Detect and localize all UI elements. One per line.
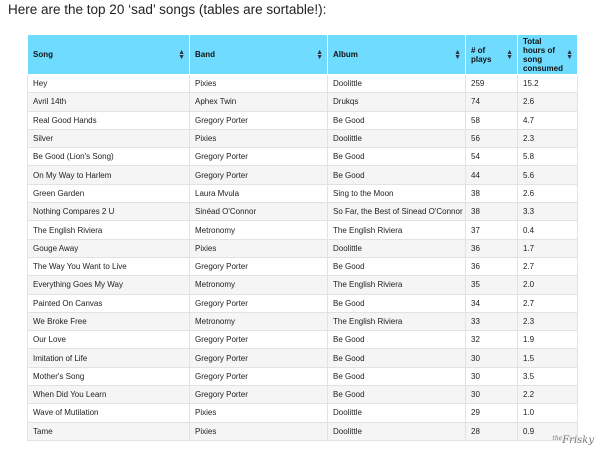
plays-cell: 44: [466, 166, 518, 184]
hours-cell: 2.3: [518, 129, 578, 147]
song-cell: Hey: [28, 75, 190, 93]
song-cell: Tame: [28, 422, 190, 440]
album-cell: Be Good: [328, 331, 466, 349]
column-header-label: Album: [333, 50, 358, 59]
column-header-label: # of plays: [471, 45, 492, 64]
song-cell: The English Riviera: [28, 221, 190, 239]
sort-arrows-icon[interactable]: ▲ ▼: [178, 48, 185, 61]
column-header-album[interactable]: [328, 35, 466, 75]
column-header-label: Total hours of song consumed: [523, 36, 564, 73]
hours-cell: 2.0: [518, 276, 578, 294]
table-row: [28, 111, 578, 129]
plays-cell: 36: [466, 257, 518, 275]
hours-cell: 2.2: [518, 386, 578, 404]
album-cell: Be Good: [328, 148, 466, 166]
album-cell: So Far, the Best of Sinead O'Connor: [328, 203, 466, 221]
sort-arrows-icon[interactable]: ▲ ▼: [454, 48, 461, 61]
table-row: [28, 93, 578, 111]
band-cell: Metronomy: [190, 221, 328, 239]
band-cell: Gregory Porter: [190, 111, 328, 129]
band-cell: Pixies: [190, 239, 328, 257]
table-row: [28, 239, 578, 257]
album-cell: The English Riviera: [328, 312, 466, 330]
album-cell: Drukqs: [328, 93, 466, 111]
hours-cell: 2.7: [518, 294, 578, 312]
table-row: [28, 312, 578, 330]
table-row: [28, 221, 578, 239]
band-cell: Gregory Porter: [190, 331, 328, 349]
album-cell: Doolittle: [328, 239, 466, 257]
watermark-logo: $^{the}$Frisky: [552, 435, 594, 446]
song-cell: Painted On Canvas: [28, 294, 190, 312]
hours-cell: 1.7: [518, 239, 578, 257]
table-row: [28, 404, 578, 422]
song-cell: Be Good (Lion's Song): [28, 148, 190, 166]
song-cell: Avril 14th: [28, 93, 190, 111]
table-row: [28, 203, 578, 221]
song-cell: Wave of Mutilation: [28, 404, 190, 422]
song-cell: The Way You Want to Live: [28, 257, 190, 275]
table-row: [28, 294, 578, 312]
table-row: [28, 148, 578, 166]
band-cell: Gregory Porter: [190, 349, 328, 367]
column-header-label: Song: [33, 50, 53, 59]
song-cell: On My Way to Harlem: [28, 166, 190, 184]
song-cell: Our Love: [28, 331, 190, 349]
hours-cell: 1.9: [518, 331, 578, 349]
album-cell: Sing to the Moon: [328, 184, 466, 202]
song-cell: We Broke Free: [28, 312, 190, 330]
table-row: [28, 349, 578, 367]
song-cell: Everything Goes My Way: [28, 276, 190, 294]
hours-cell: 1.0: [518, 404, 578, 422]
band-cell: Pixies: [190, 129, 328, 147]
hours-cell: 5.6: [518, 166, 578, 184]
song-cell: Silver: [28, 129, 190, 147]
band-cell: Metronomy: [190, 312, 328, 330]
album-cell: Doolittle: [328, 422, 466, 440]
album-cell: Be Good: [328, 166, 466, 184]
album-cell: Be Good: [328, 386, 466, 404]
table-body: [28, 75, 578, 441]
plays-cell: 54: [466, 148, 518, 166]
song-cell: Gouge Away: [28, 239, 190, 257]
hours-cell: 2.6: [518, 184, 578, 202]
table-row: [28, 257, 578, 275]
hours-cell: 2.3: [518, 312, 578, 330]
song-cell: Imitation of Life: [28, 349, 190, 367]
column-header-plays[interactable]: [466, 35, 518, 75]
plays-cell: 38: [466, 203, 518, 221]
song-cell: Nothing Compares 2 U: [28, 203, 190, 221]
hours-cell: 0.4: [518, 221, 578, 239]
album-cell: The English Riviera: [328, 221, 466, 239]
table-row: [28, 184, 578, 202]
band-cell: Gregory Porter: [190, 166, 328, 184]
table-row: [28, 75, 578, 93]
album-cell: Be Good: [328, 367, 466, 385]
hours-cell: 4.7: [518, 111, 578, 129]
table-row: [28, 331, 578, 349]
plays-cell: 74: [466, 93, 518, 111]
hours-cell: 3.3: [518, 203, 578, 221]
table-row: [28, 386, 578, 404]
band-cell: Gregory Porter: [190, 294, 328, 312]
hours-cell: 5.8: [518, 148, 578, 166]
band-cell: Gregory Porter: [190, 386, 328, 404]
sort-arrows-icon[interactable]: ▲ ▼: [566, 48, 573, 61]
table-row: [28, 367, 578, 385]
album-cell: Be Good: [328, 294, 466, 312]
plays-cell: 30: [466, 349, 518, 367]
plays-cell: 28: [466, 422, 518, 440]
band-cell: Pixies: [190, 404, 328, 422]
table-row: [28, 422, 578, 440]
column-header-song[interactable]: [28, 35, 190, 75]
song-cell: When Did You Learn: [28, 386, 190, 404]
hours-cell: 2.6: [518, 93, 578, 111]
song-cell: Mother's Song: [28, 367, 190, 385]
album-cell: Doolittle: [328, 404, 466, 422]
band-cell: Gregory Porter: [190, 367, 328, 385]
hours-cell: 2.7: [518, 257, 578, 275]
album-cell: Doolittle: [328, 75, 466, 93]
hours-cell: 15.2: [518, 75, 578, 93]
plays-cell: 56: [466, 129, 518, 147]
band-cell: Metronomy: [190, 276, 328, 294]
plays-cell: 36: [466, 239, 518, 257]
plays-cell: 34: [466, 294, 518, 312]
sort-arrows-icon[interactable]: ▲ ▼: [506, 48, 513, 61]
album-cell: Be Good: [328, 257, 466, 275]
album-cell: Doolittle: [328, 129, 466, 147]
song-cell: Green Garden: [28, 184, 190, 202]
intro-text: Here are the top 20 ‘sad’ songs (tables are sortable!):: [8, 2, 327, 17]
plays-cell: 35: [466, 276, 518, 294]
column-header-label: Band: [195, 50, 215, 59]
band-cell: Aphex Twin: [190, 93, 328, 111]
column-header-band[interactable]: [190, 35, 328, 75]
album-cell: The English Riviera: [328, 276, 466, 294]
album-cell: Be Good: [328, 111, 466, 129]
header-row: [28, 35, 578, 75]
hours-cell: 0.9: [518, 422, 578, 440]
hours-cell: 1.5: [518, 349, 578, 367]
band-cell: Gregory Porter: [190, 148, 328, 166]
table-row: [28, 129, 578, 147]
column-header-hours[interactable]: [518, 35, 578, 75]
plays-cell: 33: [466, 312, 518, 330]
plays-cell: 30: [466, 386, 518, 404]
band-cell: Pixies: [190, 422, 328, 440]
plays-cell: 259: [466, 75, 518, 93]
band-cell: Laura Mvula: [190, 184, 328, 202]
song-cell: Real Good Hands: [28, 111, 190, 129]
plays-cell: 58: [466, 111, 518, 129]
album-cell: Be Good: [328, 349, 466, 367]
plays-cell: 29: [466, 404, 518, 422]
sort-arrows-icon[interactable]: ▲ ▼: [316, 48, 323, 61]
plays-cell: 38: [466, 184, 518, 202]
hours-cell: 3.5: [518, 367, 578, 385]
table-row: [28, 276, 578, 294]
band-cell: Sinéad O'Connor: [190, 203, 328, 221]
songs-table: [27, 34, 578, 441]
plays-cell: 30: [466, 367, 518, 385]
band-cell: Pixies: [190, 75, 328, 93]
table-row: [28, 166, 578, 184]
plays-cell: 32: [466, 331, 518, 349]
plays-cell: 37: [466, 221, 518, 239]
band-cell: Gregory Porter: [190, 257, 328, 275]
